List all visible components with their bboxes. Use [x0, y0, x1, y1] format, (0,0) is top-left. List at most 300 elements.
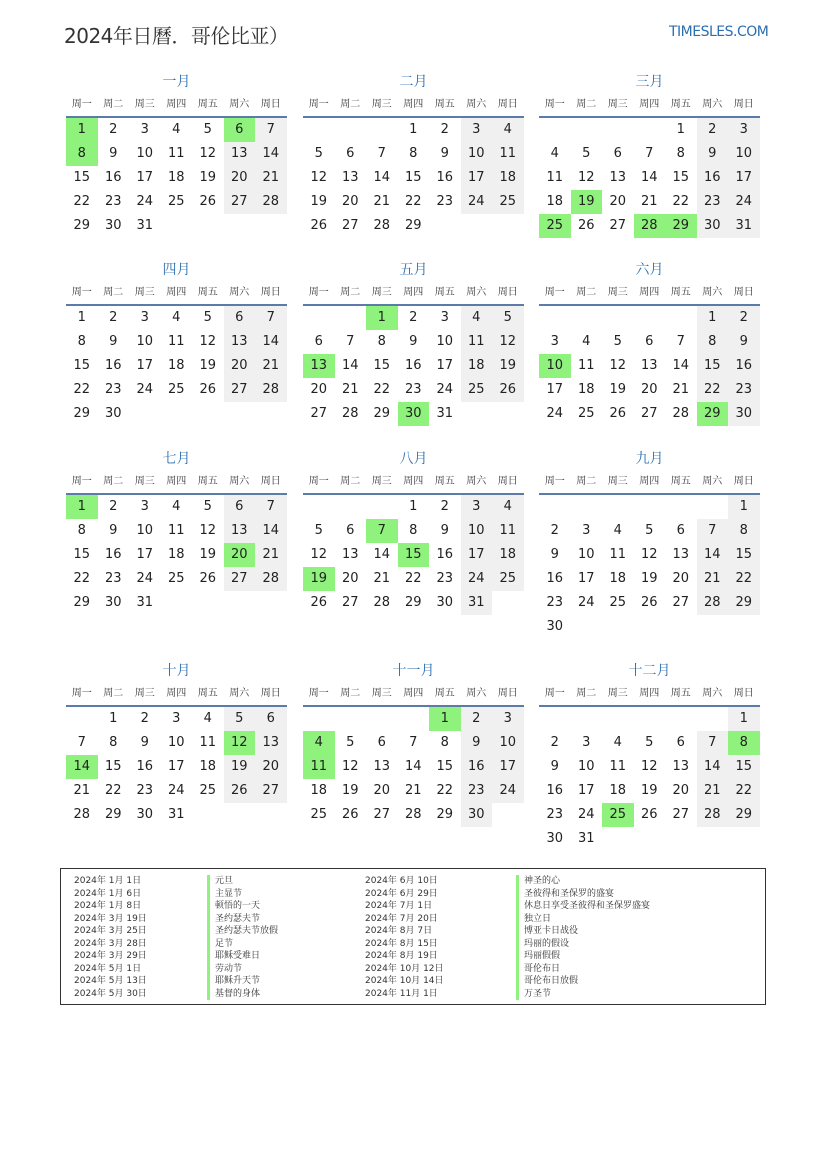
holiday-name: 博亚卡日战役 [516, 925, 650, 938]
holiday-date: 2024年 3月 28日 [74, 938, 147, 949]
day-cell: 31 [136, 218, 154, 233]
day-cell: 20 [672, 783, 690, 798]
day-cell: 17 [461, 166, 493, 190]
day-cell: 28 [341, 406, 359, 421]
day-cell: 30 [697, 214, 729, 238]
day-cell: 16 [104, 547, 122, 562]
day-cell: 6 [224, 495, 256, 519]
day-cell-holiday: 29 [697, 402, 729, 426]
day-cell: 20 [310, 382, 328, 397]
day-cell: 4 [613, 523, 622, 538]
holiday-date: 2024年 3月 29日 [74, 951, 147, 961]
weekday-header [66, 282, 287, 306]
weekday-label: 周一 [71, 688, 92, 699]
day-cell: 5 [346, 735, 355, 750]
day-cell: 18 [167, 547, 185, 562]
day-cell-empty [366, 707, 398, 731]
weekday-label: 周三 [134, 287, 155, 298]
holiday-name: 主显节 [207, 888, 278, 901]
day-cell-empty [634, 707, 666, 731]
day-cell: 31 [136, 595, 154, 610]
day-cell-empty [602, 306, 634, 330]
day-cell: 11 [577, 358, 595, 373]
day-cell: 22 [73, 571, 91, 586]
day-cell: 13 [224, 142, 256, 166]
day-cell: 25 [167, 194, 185, 209]
day-cell: 14 [255, 142, 287, 166]
day-cell: 1 [697, 306, 729, 330]
day-cell: 3 [582, 735, 591, 750]
day-cell: 28 [373, 218, 391, 233]
day-cell: 9 [109, 146, 118, 161]
day-grid [539, 306, 760, 426]
day-cell: 19 [310, 194, 328, 209]
day-cell: 3 [461, 495, 493, 519]
day-cell: 24 [492, 779, 524, 803]
day-cell: 16 [436, 170, 454, 185]
weekday-label: 周日 [733, 688, 754, 699]
page-title: 2024年日曆．哥伦比亚） [64, 24, 289, 48]
day-cell: 25 [461, 378, 493, 402]
day-cell: 17 [167, 759, 185, 774]
day-cell: 22 [697, 378, 729, 402]
day-cell-holiday: 4 [303, 731, 335, 755]
weekday-label: 周四 [166, 99, 187, 110]
day-cell: 7 [409, 735, 418, 750]
day-cell: 30 [136, 807, 154, 822]
brand-link[interactable]: TIMESLES.COM [669, 24, 769, 40]
weekday-label: 周日 [260, 476, 281, 487]
day-cell-holiday: 25 [539, 214, 571, 238]
day-cell: 21 [255, 354, 287, 378]
day-cell: 2 [697, 118, 729, 142]
day-cell: 4 [492, 495, 524, 519]
weekday-header [303, 683, 524, 707]
day-cell: 20 [224, 166, 256, 190]
day-cell: 18 [609, 571, 627, 586]
day-cell: 15 [436, 759, 454, 774]
day-cell: 27 [640, 406, 658, 421]
day-cell: 29 [73, 595, 91, 610]
legend-names-right [516, 875, 650, 1000]
day-cell: 31 [167, 807, 185, 822]
weekday-label: 周二 [103, 688, 124, 699]
day-cell: 18 [167, 170, 185, 185]
weekday-label: 周六 [229, 99, 250, 110]
weekday-label: 周一 [71, 287, 92, 298]
weekday-label: 周一 [544, 688, 565, 699]
day-cell: 14 [672, 358, 690, 373]
day-cell: 9 [550, 547, 559, 562]
day-cell: 17 [136, 358, 154, 373]
day-cell: 17 [577, 783, 595, 798]
day-cell: 7 [77, 735, 86, 750]
day-cell: 11 [546, 170, 564, 185]
day-cell: 26 [577, 218, 595, 233]
day-cell: 22 [672, 194, 690, 209]
day-cell: 20 [373, 783, 391, 798]
day-cell: 5 [203, 310, 212, 325]
weekday-label: 周二 [576, 476, 597, 487]
day-cell: 20 [255, 755, 287, 779]
day-cell: 5 [645, 735, 654, 750]
day-cell: 7 [697, 519, 729, 543]
day-cell: 15 [728, 755, 760, 779]
day-cell: 9 [697, 142, 729, 166]
holiday-name: 耶稣受难日 [207, 950, 278, 963]
day-cell: 18 [546, 194, 564, 209]
day-cell: 4 [172, 122, 181, 137]
day-cell-empty [539, 495, 571, 519]
day-cell: 2 [409, 310, 418, 325]
day-cell: 13 [672, 759, 690, 774]
weekday-label: 周五 [670, 99, 691, 110]
day-cell: 24 [167, 783, 185, 798]
day-cell: 3 [440, 310, 449, 325]
day-cell: 16 [697, 166, 729, 190]
weekday-header [539, 471, 760, 495]
day-cell: 18 [310, 783, 328, 798]
weekday-label: 周四 [166, 688, 187, 699]
day-cell: 29 [404, 595, 422, 610]
day-cell: 7 [255, 118, 287, 142]
month-name: 四月 [162, 262, 191, 278]
day-cell: 23 [697, 190, 729, 214]
day-cell: 16 [136, 759, 154, 774]
day-cell: 24 [577, 807, 595, 822]
day-cell: 12 [492, 330, 524, 354]
day-cell: 25 [199, 783, 217, 798]
day-cell: 2 [728, 306, 760, 330]
day-cell: 17 [136, 547, 154, 562]
day-cell: 6 [224, 306, 256, 330]
weekday-label: 周三 [607, 688, 628, 699]
day-cell-empty [697, 495, 729, 519]
day-cell: 14 [255, 519, 287, 543]
day-cell-empty [303, 495, 335, 519]
day-cell: 6 [255, 707, 287, 731]
weekday-header [539, 683, 760, 707]
weekday-label: 周一 [308, 688, 329, 699]
weekday-label: 周四 [403, 99, 424, 110]
day-cell: 4 [582, 334, 591, 349]
day-cell: 9 [409, 334, 418, 349]
holiday-name: 耶稣升天节 [207, 975, 278, 988]
weekday-label: 周四 [639, 99, 660, 110]
day-cell-empty [303, 707, 335, 731]
day-cell: 9 [728, 330, 760, 354]
holiday-name: 哥伦布日放假 [516, 975, 650, 988]
day-cell-holiday: 1 [429, 707, 461, 731]
day-grid [539, 495, 760, 639]
day-grid [539, 118, 760, 238]
day-cell: 29 [728, 591, 760, 615]
legend-dates-left [74, 875, 147, 1000]
weekday-label: 周四 [639, 688, 660, 699]
day-cell: 7 [645, 146, 654, 161]
day-cell: 9 [440, 146, 449, 161]
weekday-label: 周二 [103, 99, 124, 110]
day-cell: 10 [167, 735, 185, 750]
weekday-label: 周三 [134, 476, 155, 487]
weekday-label: 周日 [733, 287, 754, 298]
day-cell: 8 [728, 519, 760, 543]
day-cell: 27 [373, 807, 391, 822]
weekday-label: 周三 [134, 688, 155, 699]
day-cell-holiday: 8 [728, 731, 760, 755]
day-cell-holiday: 8 [66, 142, 98, 166]
day-cell: 5 [203, 122, 212, 137]
weekday-label: 周三 [371, 476, 392, 487]
day-cell: 10 [461, 519, 493, 543]
day-cell: 11 [609, 547, 627, 562]
day-cell: 25 [577, 406, 595, 421]
day-cell: 3 [140, 499, 149, 514]
day-cell: 28 [373, 595, 391, 610]
day-cell: 7 [255, 495, 287, 519]
day-cell: 14 [404, 759, 422, 774]
legend-names-left [207, 875, 278, 1000]
holiday-date: 2024年 8月 7日 [365, 926, 433, 936]
day-cell: 31 [436, 406, 454, 421]
weekday-label: 周六 [229, 287, 250, 298]
day-cell: 25 [310, 807, 328, 822]
day-cell: 26 [199, 571, 217, 586]
weekday-header [303, 282, 524, 306]
day-cell: 10 [728, 142, 760, 166]
day-cell: 5 [613, 334, 622, 349]
day-cell: 27 [310, 406, 328, 421]
holiday-date: 2024年 6月 29日 [365, 888, 438, 899]
weekday-label: 周三 [371, 99, 392, 110]
day-cell: 18 [492, 166, 524, 190]
day-cell: 24 [461, 567, 493, 591]
month-block [66, 258, 287, 426]
day-cell: 1 [77, 310, 86, 325]
holiday-date: 2024年 7月 20日 [365, 913, 438, 924]
day-cell: 14 [255, 330, 287, 354]
day-cell: 13 [224, 330, 256, 354]
day-cell: 22 [728, 779, 760, 803]
day-cell: 6 [346, 146, 355, 161]
day-cell: 7 [346, 334, 355, 349]
day-cell: 21 [373, 571, 391, 586]
day-cell-empty [634, 118, 666, 142]
day-cell: 23 [436, 194, 454, 209]
day-cell-empty [571, 306, 603, 330]
weekday-header [303, 471, 524, 495]
day-cell-empty [539, 707, 571, 731]
day-cell: 23 [136, 783, 154, 798]
day-cell-holiday: 6 [224, 118, 256, 142]
day-cell: 24 [436, 382, 454, 397]
day-cell: 27 [341, 595, 359, 610]
day-cell: 6 [676, 735, 685, 750]
day-cell: 18 [461, 354, 493, 378]
weekday-label: 周五 [197, 99, 218, 110]
day-cell: 11 [167, 523, 185, 538]
day-cell: 21 [255, 166, 287, 190]
weekday-label: 周二 [576, 688, 597, 699]
holiday-name: 顿悟的一天 [207, 900, 278, 913]
weekday-label: 周三 [134, 99, 155, 110]
month-block [303, 659, 524, 827]
day-cell-empty [335, 495, 367, 519]
day-cell: 30 [546, 619, 564, 634]
weekday-label: 周四 [403, 287, 424, 298]
day-cell: 31 [461, 591, 493, 615]
day-cell: 24 [136, 571, 154, 586]
day-cell-empty [303, 118, 335, 142]
holiday-name: 独立日 [516, 913, 650, 926]
day-cell: 27 [224, 567, 256, 591]
day-cell-empty [665, 495, 697, 519]
day-cell: 21 [672, 382, 690, 397]
day-cell: 29 [73, 406, 91, 421]
month-name: 十月 [162, 663, 191, 679]
day-cell: 20 [341, 571, 359, 586]
holiday-name: 哥伦布日 [516, 963, 650, 976]
weekday-label: 周一 [308, 287, 329, 298]
day-cell: 16 [104, 358, 122, 373]
day-cell: 2 [440, 499, 449, 514]
day-cell: 21 [404, 783, 422, 798]
day-cell: 26 [341, 807, 359, 822]
day-cell: 8 [109, 735, 118, 750]
day-cell: 8 [409, 523, 418, 538]
day-cell: 17 [436, 358, 454, 373]
day-cell: 7 [697, 731, 729, 755]
day-cell: 7 [377, 146, 386, 161]
weekday-label: 周日 [260, 99, 281, 110]
day-cell: 11 [492, 142, 524, 166]
day-grid [303, 707, 524, 827]
day-grid [66, 118, 287, 238]
day-cell: 1 [676, 122, 685, 137]
day-cell: 26 [640, 807, 658, 822]
day-cell: 1 [409, 499, 418, 514]
day-cell: 22 [373, 382, 391, 397]
day-cell: 16 [404, 358, 422, 373]
day-cell: 24 [546, 406, 564, 421]
day-cell-empty [665, 707, 697, 731]
day-cell: 24 [577, 595, 595, 610]
day-cell: 15 [404, 170, 422, 185]
day-cell-empty [571, 495, 603, 519]
holiday-date: 2024年 11月 1日 [365, 988, 438, 999]
holiday-date: 2024年 5月 1日 [74, 963, 142, 974]
holiday-name: 玛丽的假设 [516, 938, 650, 951]
day-cell: 28 [672, 406, 690, 421]
month-block [539, 659, 760, 851]
day-grid [66, 707, 287, 827]
holiday-name: 圣彼得和圣保罗的盛宴 [516, 888, 650, 901]
day-cell: 5 [582, 146, 591, 161]
holiday-name: 元旦 [207, 875, 278, 888]
day-cell: 15 [73, 358, 91, 373]
day-cell: 20 [224, 354, 256, 378]
day-cell: 30 [546, 831, 564, 846]
weekday-label: 周四 [166, 287, 187, 298]
day-cell-empty [303, 306, 335, 330]
day-cell: 19 [341, 783, 359, 798]
weekday-label: 周三 [607, 287, 628, 298]
day-cell: 25 [492, 567, 524, 591]
day-cell: 4 [172, 499, 181, 514]
day-cell: 20 [672, 571, 690, 586]
weekday-label: 周二 [340, 476, 361, 487]
day-cell: 26 [609, 406, 627, 421]
weekday-label: 周五 [434, 99, 455, 110]
day-cell: 1 [728, 495, 760, 519]
day-cell: 27 [609, 218, 627, 233]
weekday-label: 周五 [670, 688, 691, 699]
holiday-name: 万圣节 [516, 988, 650, 1001]
holiday-date: 2024年 5月 13日 [74, 976, 147, 986]
day-cell-empty [665, 306, 697, 330]
day-cell: 14 [697, 755, 729, 779]
day-cell: 12 [609, 358, 627, 373]
legend-dates-right [365, 875, 444, 1000]
day-cell: 28 [255, 378, 287, 402]
day-cell: 28 [697, 803, 729, 827]
day-cell-empty [697, 707, 729, 731]
weekday-header [539, 94, 760, 118]
day-cell: 21 [73, 783, 91, 798]
weekday-header [66, 471, 287, 495]
day-cell: 2 [550, 523, 559, 538]
day-cell: 12 [199, 146, 217, 161]
day-cell-empty [602, 118, 634, 142]
day-cell-empty [571, 707, 603, 731]
day-cell: 28 [255, 190, 287, 214]
day-cell-holiday: 28 [634, 214, 666, 238]
weekday-label: 周四 [403, 688, 424, 699]
month-name: 八月 [399, 451, 428, 467]
day-cell-empty [366, 495, 398, 519]
day-cell: 30 [104, 595, 122, 610]
day-cell: 19 [199, 358, 217, 373]
day-cell: 19 [224, 755, 256, 779]
day-cell-holiday: 7 [366, 519, 398, 543]
day-cell: 10 [136, 146, 154, 161]
day-cell: 1 [409, 122, 418, 137]
holiday-legend [60, 868, 766, 1005]
day-cell: 23 [104, 571, 122, 586]
day-cell: 16 [546, 571, 564, 586]
day-cell: 17 [577, 571, 595, 586]
day-cell: 23 [546, 807, 564, 822]
weekday-label: 周五 [197, 287, 218, 298]
weekday-label: 周六 [229, 476, 250, 487]
day-cell: 6 [377, 735, 386, 750]
day-cell: 20 [609, 194, 627, 209]
day-cell: 16 [546, 783, 564, 798]
day-cell: 22 [728, 567, 760, 591]
day-cell: 23 [104, 194, 122, 209]
day-cell: 14 [373, 547, 391, 562]
day-grid [539, 707, 760, 851]
day-cell: 21 [341, 382, 359, 397]
weekday-label: 周五 [434, 287, 455, 298]
month-name: 九月 [635, 451, 664, 467]
weekday-label: 周一 [544, 287, 565, 298]
weekday-label: 周三 [607, 476, 628, 487]
day-cell: 8 [676, 146, 685, 161]
holiday-date: 2024年 1月 1日 [74, 876, 142, 886]
month-name: 六月 [635, 262, 664, 278]
day-cell: 24 [136, 194, 154, 209]
